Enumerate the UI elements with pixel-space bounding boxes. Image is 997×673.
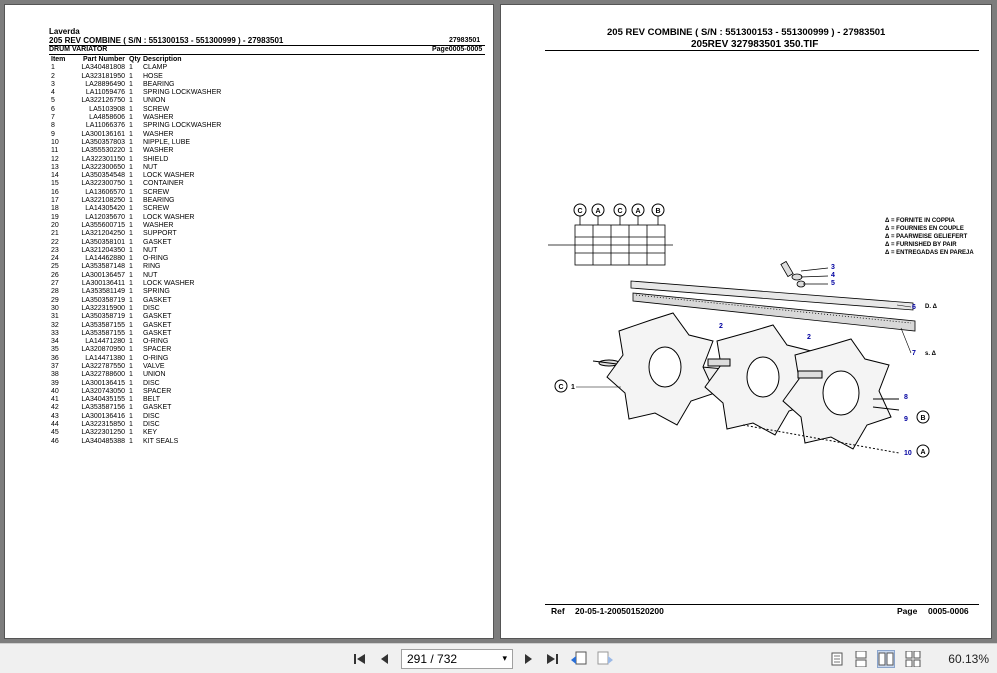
row-item-number: 31 [51, 313, 59, 321]
row-description: NUT [143, 246, 158, 254]
bolt-drawing [781, 261, 828, 287]
row-quantity: 1 [129, 354, 133, 362]
row-item-number: 15 [51, 180, 59, 188]
row-description: UNION [143, 371, 166, 379]
row-quantity: 1 [129, 246, 133, 254]
callout-note: s. Δ [925, 351, 936, 357]
row-item-number: 26 [51, 271, 59, 279]
row-description: CONTAINER [143, 180, 184, 188]
row-description: GASKET [143, 313, 172, 321]
row-quantity: 1 [129, 379, 133, 387]
row-description: WASHER [143, 130, 174, 138]
row-quantity: 1 [129, 147, 133, 155]
row-description: VALVE [143, 362, 165, 370]
row-description: GASKET [143, 238, 172, 246]
row-description: SPRING LOCKWASHER [143, 89, 222, 97]
continuous-page-icon[interactable] [852, 650, 870, 668]
catalog-title: 205 REV COMBINE ( S/N : 551300153 - 551300999 ) - 27983501 [49, 36, 284, 45]
callout-number: 10 [904, 450, 912, 457]
table-row [51, 313, 263, 321]
row-part-number: LA322126750 [81, 97, 125, 105]
row-item-number: 39 [51, 379, 59, 387]
table-row [51, 363, 263, 371]
row-part-number: LA12035670 [85, 213, 125, 221]
row-part-number: LA4858606 [89, 114, 125, 122]
row-item-number: 3 [51, 80, 55, 88]
row-part-number: LA11059476 [85, 89, 125, 97]
legend-line: Δ = FOURNIES EN COUPLE [885, 226, 964, 232]
row-quantity: 1 [129, 138, 133, 146]
row-quantity: 1 [129, 280, 133, 288]
row-item-number: 35 [51, 346, 59, 354]
callout-number: 3 [831, 264, 835, 271]
row-item-number: 25 [51, 263, 59, 271]
row-item-number: 16 [51, 188, 59, 196]
row-quantity: 1 [129, 371, 133, 379]
row-quantity: 1 [129, 313, 133, 321]
row-quantity: 1 [129, 188, 133, 196]
row-quantity: 1 [129, 338, 133, 346]
row-description: O-RING [143, 338, 169, 346]
row-item-number: 9 [51, 130, 55, 138]
row-quantity: 1 [129, 114, 133, 122]
row-part-number: LA323181950 [81, 72, 125, 80]
row-item-number: 46 [51, 437, 59, 445]
table-row [51, 205, 263, 213]
row-item-number: 33 [51, 329, 59, 337]
row-item-number: 2 [51, 72, 55, 80]
row-quantity: 1 [129, 437, 133, 445]
table-row [51, 421, 263, 429]
row-item-number: 6 [51, 105, 55, 113]
row-part-number: LA340481808 [81, 64, 125, 72]
row-quantity: 1 [129, 321, 133, 329]
row-part-number: LA355530220 [81, 147, 125, 155]
row-description: KEY [143, 429, 158, 437]
row-quantity: 1 [129, 255, 133, 263]
row-quantity: 1 [129, 163, 133, 171]
page-reference: Page0005-0005 [432, 46, 483, 53]
table-row [51, 197, 263, 205]
page-indicator: 291 / 732 [407, 652, 458, 666]
row-item-number: 17 [51, 197, 59, 205]
last-page-icon[interactable] [543, 650, 561, 668]
callout-number: 5 [831, 280, 835, 287]
table-row [51, 413, 263, 421]
row-description: SCREW [143, 188, 170, 196]
row-description: SPRING LOCKWASHER [143, 122, 222, 130]
brand-name: Laverda [49, 27, 80, 36]
row-part-number: LA322787550 [81, 362, 125, 370]
callout-number: 2 [807, 334, 811, 341]
row-item-number: 20 [51, 221, 59, 229]
callout-letter: B [655, 208, 661, 215]
row-description: NUT [143, 163, 158, 171]
row-quantity: 1 [129, 230, 133, 238]
parts-table-header [51, 56, 263, 64]
row-part-number: LA14471280 [85, 338, 125, 346]
previous-view-icon[interactable] [570, 650, 588, 668]
row-item-number: 43 [51, 412, 59, 420]
row-description: SUPPORT [143, 230, 177, 238]
row-item-number: 7 [51, 114, 55, 122]
row-part-number: LA353587148 [81, 263, 125, 271]
row-description: BEARING [143, 197, 175, 205]
row-item-number: 4 [51, 89, 55, 97]
row-item-number: 12 [51, 155, 59, 163]
row-part-number: LA350354548 [81, 172, 125, 180]
pdf-page-right [500, 4, 992, 639]
table-row [51, 164, 263, 172]
callout-letter: A [595, 208, 601, 215]
row-quantity: 1 [129, 221, 133, 229]
row-part-number: LA350358719 [81, 296, 125, 304]
table-row [51, 288, 263, 296]
row-quantity: 1 [129, 396, 133, 404]
callout-note: D. Δ [925, 304, 937, 310]
row-part-number: LA300136415 [81, 379, 125, 387]
row-description: SCREW [143, 105, 170, 113]
row-description: SPRING [143, 288, 170, 296]
row-part-number: LA300136416 [81, 412, 125, 420]
row-item-number: 14 [51, 172, 59, 180]
col-qty-header: Qty [129, 56, 141, 63]
row-quantity: 1 [129, 238, 133, 246]
row-description: LOCK WASHER [143, 172, 195, 180]
table-row [51, 429, 263, 437]
row-item-number: 37 [51, 362, 59, 370]
diagram-title: 205 REV COMBINE ( S/N : 551300153 - 551300999 ) - 27983501 [607, 27, 886, 38]
prev-page-icon[interactable] [376, 650, 394, 668]
footer-ref-value: 20-05-1-200501520200 [575, 606, 664, 616]
table-row [51, 346, 263, 354]
row-quantity: 1 [129, 172, 133, 180]
table-row [51, 147, 263, 155]
viewer-toolbar [0, 643, 997, 673]
row-part-number: LA11066376 [85, 122, 125, 130]
row-part-number: LA300136457 [81, 271, 125, 279]
table-row [51, 322, 263, 330]
table-row [51, 330, 263, 338]
row-item-number: 22 [51, 238, 59, 246]
row-item-number: 13 [51, 163, 59, 171]
callout-number: 8 [904, 394, 908, 401]
table-row [51, 172, 263, 180]
row-item-number: 11 [51, 147, 59, 155]
row-item-number: 8 [51, 122, 55, 130]
table-row [51, 438, 263, 446]
row-quantity: 1 [129, 105, 133, 113]
table-row [51, 156, 263, 164]
table-row [51, 404, 263, 412]
row-description: DISC [143, 412, 160, 420]
pdf-page-left [4, 4, 494, 639]
table-row [51, 230, 263, 238]
table-row [51, 189, 263, 197]
row-item-number: 45 [51, 429, 59, 437]
row-description: WASHER [143, 114, 174, 122]
callout-letter: C [617, 208, 623, 215]
row-item-number: 19 [51, 213, 59, 221]
callout-number: 1 [571, 384, 575, 391]
table-row [51, 97, 263, 105]
continuous-facing-icon[interactable] [904, 650, 922, 668]
row-quantity: 1 [129, 304, 133, 312]
row-quantity: 1 [129, 89, 133, 97]
row-quantity: 1 [129, 80, 133, 88]
legend-line: Δ = FORNITE IN COPPIA [885, 218, 955, 224]
row-item-number: 36 [51, 354, 59, 362]
row-part-number: LA322315850 [81, 421, 125, 429]
row-part-number: LA322300750 [81, 180, 125, 188]
table-row [51, 222, 263, 230]
row-item-number: 29 [51, 296, 59, 304]
parts-table [51, 56, 263, 446]
page-dropdown-icon[interactable]: ▾ [502, 653, 507, 663]
section-title: DRUM VARIATOR [49, 46, 108, 53]
row-description: LOCK WASHER [143, 280, 195, 288]
callout-number: 9 [904, 416, 908, 423]
row-quantity: 1 [129, 412, 133, 420]
row-description: WASHER [143, 221, 174, 229]
row-description: DISC [143, 304, 160, 312]
table-row [51, 89, 263, 97]
row-part-number: LA322301150 [81, 155, 125, 163]
row-description: KIT SEALS [143, 437, 179, 445]
single-page-icon[interactable] [828, 650, 846, 668]
row-description: SPACER [143, 346, 172, 354]
table-row [51, 139, 263, 147]
row-part-number: LA340435155 [81, 396, 125, 404]
row-description: SHIELD [143, 155, 169, 163]
footer-page-value: 0005-0006 [928, 606, 969, 616]
chain-detail-drawing [548, 211, 673, 265]
callout-number: 6 [912, 304, 916, 311]
table-row [51, 263, 263, 271]
row-quantity: 1 [129, 155, 133, 163]
row-description: GASKET [143, 296, 172, 304]
row-quantity: 1 [129, 421, 133, 429]
callout-letter: A [635, 208, 641, 215]
row-description: O-RING [143, 255, 169, 263]
table-row [51, 64, 263, 72]
row-description: GASKET [143, 404, 172, 412]
row-part-number: LA13606570 [85, 188, 125, 196]
row-quantity: 1 [129, 72, 133, 80]
row-description: O-RING [143, 354, 169, 362]
row-item-number: 21 [51, 230, 59, 238]
row-quantity: 1 [129, 362, 133, 370]
row-item-number: 18 [51, 205, 59, 213]
table-row [51, 214, 263, 222]
row-quantity: 1 [129, 387, 133, 395]
table-row [51, 305, 263, 313]
drum-assembly-drawing [593, 313, 899, 453]
zoom-level[interactable]: 60.13% [948, 652, 989, 666]
row-description: GASKET [143, 321, 172, 329]
exploded-parts-diagram [501, 5, 991, 638]
row-part-number: LA353587156 [81, 404, 125, 412]
row-item-number: 1 [51, 64, 55, 72]
col-desc-header: Description [143, 56, 182, 63]
row-quantity: 1 [129, 213, 133, 221]
row-part-number: LA5103908 [89, 105, 125, 113]
table-row [51, 255, 263, 263]
next-view-icon[interactable] [596, 650, 614, 668]
row-quantity: 1 [129, 404, 133, 412]
row-quantity: 1 [129, 288, 133, 296]
row-description: RING [143, 263, 161, 271]
legend-line: Δ = FURNISHED BY PAIR [885, 242, 957, 248]
row-item-number: 5 [51, 97, 55, 105]
row-part-number: LA321204250 [81, 230, 125, 238]
diagram-subtitle: 205REV 327983501 350.TIF [691, 39, 819, 50]
row-description: NUT [143, 271, 158, 279]
row-item-number: 24 [51, 255, 59, 263]
catalog-code: 27983501 [449, 37, 481, 44]
table-row [51, 114, 263, 122]
row-description: SPACER [143, 387, 172, 395]
row-part-number: LA350358719 [81, 313, 125, 321]
row-item-number: 42 [51, 404, 59, 412]
row-description: CLAMP [143, 64, 168, 72]
row-description: UNION [143, 97, 166, 105]
table-row [51, 106, 263, 114]
first-page-icon[interactable] [351, 650, 369, 668]
row-quantity: 1 [129, 205, 133, 213]
row-description: HOSE [143, 72, 163, 80]
row-quantity: 1 [129, 130, 133, 138]
row-part-number: LA322300650 [81, 163, 125, 171]
table-row [51, 131, 263, 139]
row-part-number: LA28896490 [85, 80, 125, 88]
col-part-header: Part Number [82, 56, 125, 63]
facing-page-icon[interactable] [877, 650, 895, 668]
callout-number: 7 [912, 350, 916, 357]
row-quantity: 1 [129, 180, 133, 188]
row-part-number: LA353581149 [81, 288, 125, 296]
row-part-number: LA321204350 [81, 246, 125, 254]
row-quantity: 1 [129, 296, 133, 304]
row-quantity: 1 [129, 64, 133, 72]
row-description: DISC [143, 421, 160, 429]
row-description: DISC [143, 379, 160, 387]
callout-letter: C [577, 208, 583, 215]
row-item-number: 10 [51, 138, 59, 146]
row-quantity: 1 [129, 271, 133, 279]
footer-ref-label: Ref [551, 606, 565, 616]
row-part-number: LA322301250 [81, 429, 125, 437]
table-row [51, 247, 263, 255]
table-row [51, 122, 263, 130]
table-row [51, 380, 263, 388]
row-part-number: LA350357803 [81, 138, 125, 146]
row-item-number: 41 [51, 396, 59, 404]
row-description: SCREW [143, 205, 170, 213]
callout-letter: A [920, 449, 926, 456]
row-part-number: LA300136411 [81, 280, 125, 288]
row-description: WASHER [143, 147, 174, 155]
row-description: NIPPLE, LUBE [143, 138, 191, 146]
row-item-number: 32 [51, 321, 59, 329]
row-quantity: 1 [129, 429, 133, 437]
row-item-number: 23 [51, 246, 59, 254]
callout-letter: C [558, 384, 564, 391]
row-quantity: 1 [129, 346, 133, 354]
row-part-number: LA340485388 [81, 437, 125, 445]
row-description: GASKET [143, 329, 172, 337]
row-quantity: 1 [129, 97, 133, 105]
row-part-number: LA350358101 [81, 238, 125, 246]
row-item-number: 28 [51, 288, 59, 296]
row-part-number: LA322315900 [81, 304, 125, 312]
table-row [51, 297, 263, 305]
row-part-number: LA14462880 [85, 255, 125, 263]
row-description: BEARING [143, 80, 175, 88]
row-part-number: LA14471380 [85, 354, 125, 362]
row-part-number: LA322788600 [81, 371, 125, 379]
row-part-number: LA320743050 [81, 387, 125, 395]
table-row [51, 272, 263, 280]
callout-letter: B [920, 415, 926, 422]
col-item-header: Item [51, 56, 66, 63]
table-row [51, 355, 263, 363]
row-item-number: 40 [51, 387, 59, 395]
table-row [51, 239, 263, 247]
row-quantity: 1 [129, 197, 133, 205]
row-part-number: LA320870950 [81, 346, 125, 354]
footer-page-label: Page [897, 606, 918, 616]
next-page-icon[interactable] [519, 650, 537, 668]
row-item-number: 30 [51, 304, 59, 312]
row-quantity: 1 [129, 329, 133, 337]
table-row [51, 371, 263, 379]
table-row [51, 81, 263, 89]
chain-detail-callouts [574, 204, 664, 216]
row-part-number: LA300136161 [81, 130, 125, 138]
table-row [51, 338, 263, 346]
row-description: BELT [143, 396, 160, 404]
row-part-number: LA322108250 [81, 197, 125, 205]
legend-line: Δ = ENTREGADAS EN PAREJA [885, 250, 974, 256]
table-row [51, 280, 263, 288]
row-part-number: LA14305420 [85, 205, 125, 213]
table-row [51, 396, 263, 404]
table-row [51, 180, 263, 188]
row-part-number: LA353587155 [81, 329, 125, 337]
table-row [51, 73, 263, 81]
row-description: LOCK WASHER [143, 213, 195, 221]
page-number-field[interactable] [401, 649, 513, 669]
row-quantity: 1 [129, 263, 133, 271]
row-quantity: 1 [129, 122, 133, 130]
row-item-number: 34 [51, 338, 59, 346]
row-item-number: 27 [51, 280, 59, 288]
row-part-number: LA353587155 [81, 321, 125, 329]
table-row [51, 388, 263, 396]
row-part-number: LA355600715 [81, 221, 125, 229]
callout-number: 4 [831, 272, 835, 279]
row-item-number: 38 [51, 371, 59, 379]
callout-number: 2 [719, 323, 723, 330]
legend-line: Δ = PAARWEISE GELIEFERT [885, 234, 968, 240]
row-item-number: 44 [51, 421, 59, 429]
